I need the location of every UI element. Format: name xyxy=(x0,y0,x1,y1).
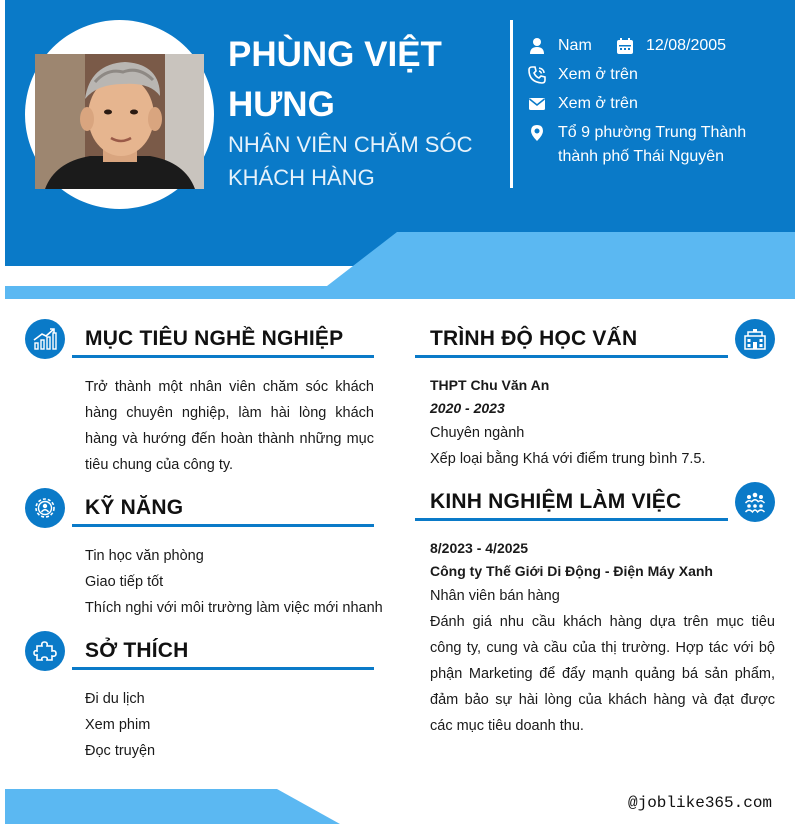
hobby-item: Xem phim xyxy=(85,717,151,733)
hobby-item: Đọc truyện xyxy=(85,743,156,759)
experience-title: KINH NGHIỆM LÀM VIỆC xyxy=(430,490,682,513)
email-value: Xem ở trên xyxy=(558,95,638,112)
building-icon xyxy=(735,319,775,359)
birthdate-value: 12/08/2005 xyxy=(646,37,727,54)
puzzle-icon xyxy=(25,631,65,671)
candidate-name: PHÙNG VIỆT HƯNG xyxy=(228,35,442,124)
education-underline xyxy=(415,355,728,358)
skill-item: Tin học văn phòng xyxy=(85,548,204,564)
candidate-role: NHÂN VIÊN CHĂM SÓC KHÁCH HÀNG xyxy=(228,132,473,190)
education-period: 2020 - 2023 xyxy=(430,400,505,416)
experience-period: 8/2023 - 4/2025 xyxy=(430,540,529,556)
gender-value: Nam xyxy=(558,37,592,54)
footer-decor-stripe xyxy=(5,789,345,824)
phone-value: Xem ở trên xyxy=(558,66,638,83)
objective-text: Trở thành một nhân viên chăm sóc khách hàng chuyên nghiệp, làm hài lòng khách hàng và hướng đến hoàn thành những mục tiêu chung của công ty. xyxy=(85,379,374,473)
location-icon xyxy=(528,124,546,142)
phone-icon xyxy=(528,66,546,84)
address-line-1: Tổ 9 phường Trung Thành xyxy=(558,124,747,141)
header-decor-stripe xyxy=(5,232,795,299)
objective-underline xyxy=(72,355,374,358)
contact-email xyxy=(528,92,638,116)
contact-address xyxy=(528,121,746,169)
gear-person-icon xyxy=(25,488,65,528)
contact-phone xyxy=(528,63,638,87)
contact-birthdate xyxy=(616,34,726,58)
header-divider xyxy=(510,20,513,188)
skills-title: KỸ NĂNG xyxy=(85,496,184,519)
education-major: Chuyên ngành xyxy=(430,425,525,441)
contact-gender xyxy=(528,34,592,58)
education-title: TRÌNH ĐỘ HỌC VẤN xyxy=(430,327,638,350)
education-grade: Xếp loại bằng Khá với điểm trung bình 7.5. xyxy=(430,451,706,467)
calendar-icon xyxy=(616,37,634,55)
objective-title: MỤC TIÊU NGHỀ NGHIỆP xyxy=(85,327,344,350)
experience-underline xyxy=(415,518,728,521)
experience-description: Đánh giá nhu cầu khách hàng dựa trên mục tiêu công ty, cung và cầu của thị trường. Hợp tác với bộ phận Marketing để đẩy mạnh quảng bá sản phẩm, đảm bảo sự hài lòng của khách hàng và đạt được các mục tiêu doanh thu. xyxy=(430,614,775,734)
hobby-item: Đi du lịch xyxy=(85,691,145,707)
email-icon xyxy=(528,95,546,113)
address-line-2: thành phố Thái Nguyên xyxy=(558,148,725,165)
hobbies-underline xyxy=(72,667,374,670)
education-school: THPT Chu Văn An xyxy=(430,377,550,393)
skill-item: Giao tiếp tốt xyxy=(85,574,164,590)
skills-underline xyxy=(72,524,374,527)
experience-position: Nhân viên bán hàng xyxy=(430,588,560,604)
team-icon xyxy=(735,482,775,522)
hobbies-title: SỞ THÍCH xyxy=(85,639,189,662)
footer-website: @joblike365.com xyxy=(628,794,773,812)
person-icon xyxy=(528,37,546,55)
avatar-photo xyxy=(35,54,204,189)
skill-item: Thích nghi với môi trường làm việc mới nhanh xyxy=(85,600,383,616)
experience-company: Công ty Thế Giới Di Động - Điện Máy Xanh xyxy=(430,563,713,579)
chart-growth-icon xyxy=(25,319,65,359)
